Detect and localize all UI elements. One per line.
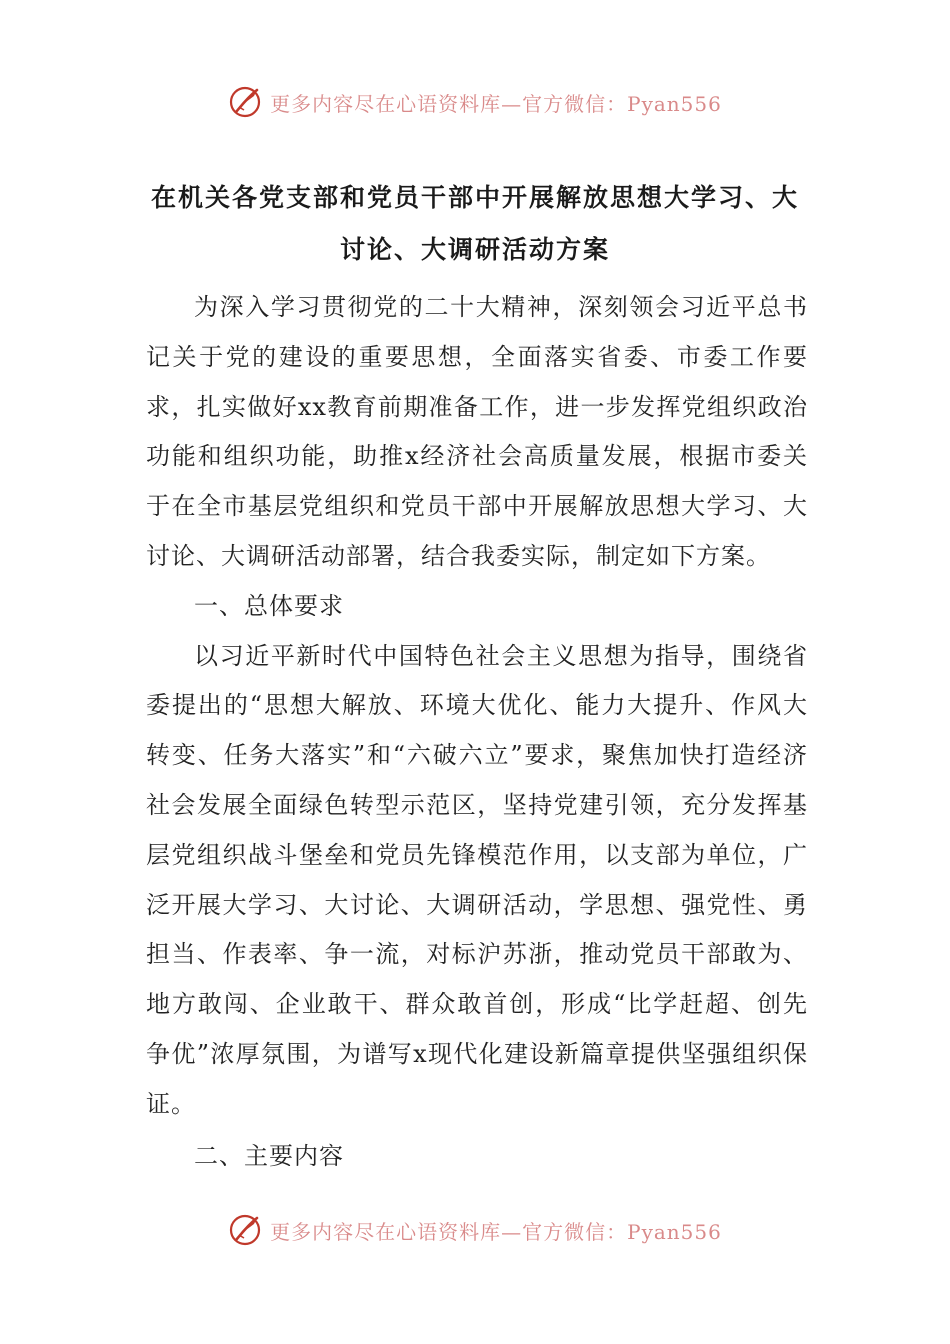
- quill-logo-icon: [228, 85, 262, 119]
- document-body: [146, 283, 808, 1181]
- section-heading-2: 二、主要内容: [194, 1141, 344, 1170]
- section-body-1: 以习近平新时代中国特色社会主义思想为指导，围绕省委提出的“思想大解放、环境大优化、能力大提升、作风大转变、任务大落实”和“六破六立”要求，聚焦加快打造经济社会发展全面绿色转型示范区，坚持党建引领，充分发挥基层党组织战斗堡垒和党员先锋模范作用，以支部为单位，广泛开展大学习、大讨论、大调研活动，学思想、强党性、勇担当、作表率、争一流，对标沪苏浙，推动党员干部敢为、地方敢闯、企业敢干、群众敢首创，形成“比学赶超、创先争优”浓厚氛围，为谱写x现代化建设新篇章提供坚强组织保证。: [146, 641, 808, 1118]
- watermark-text-top: 更多内容尽在心语资料库—官方微信：Pyan556: [270, 91, 722, 116]
- watermark-text-bottom: 更多内容尽在心语资料库—官方微信：Pyan556: [270, 1219, 722, 1244]
- document-title: 在机关各党支部和党员干部中开展解放思想大学习、大讨论、大调研活动方案: [150, 183, 799, 264]
- watermark-banner-bottom: [0, 1210, 950, 1250]
- watermark-banner-top: [0, 82, 950, 122]
- section-heading-1: 一、总体要求: [194, 591, 344, 620]
- intro-paragraph: 为深入学习贯彻党的二十大精神，深刻领会习近平总书记关于党的建设的重要思想，全面落实省委、市委工作要求，扎实做好xx教育前期准备工作，进一步发挥党组织政治功能和组织功能，助推x经济社会高质量发展，根据市委关于在全市基层党组织和党员干部中开展解放思想大学习、大讨论、大调研活动部署，结合我委实际，制定如下方案。: [146, 293, 808, 570]
- quill-logo-icon: [228, 1213, 262, 1247]
